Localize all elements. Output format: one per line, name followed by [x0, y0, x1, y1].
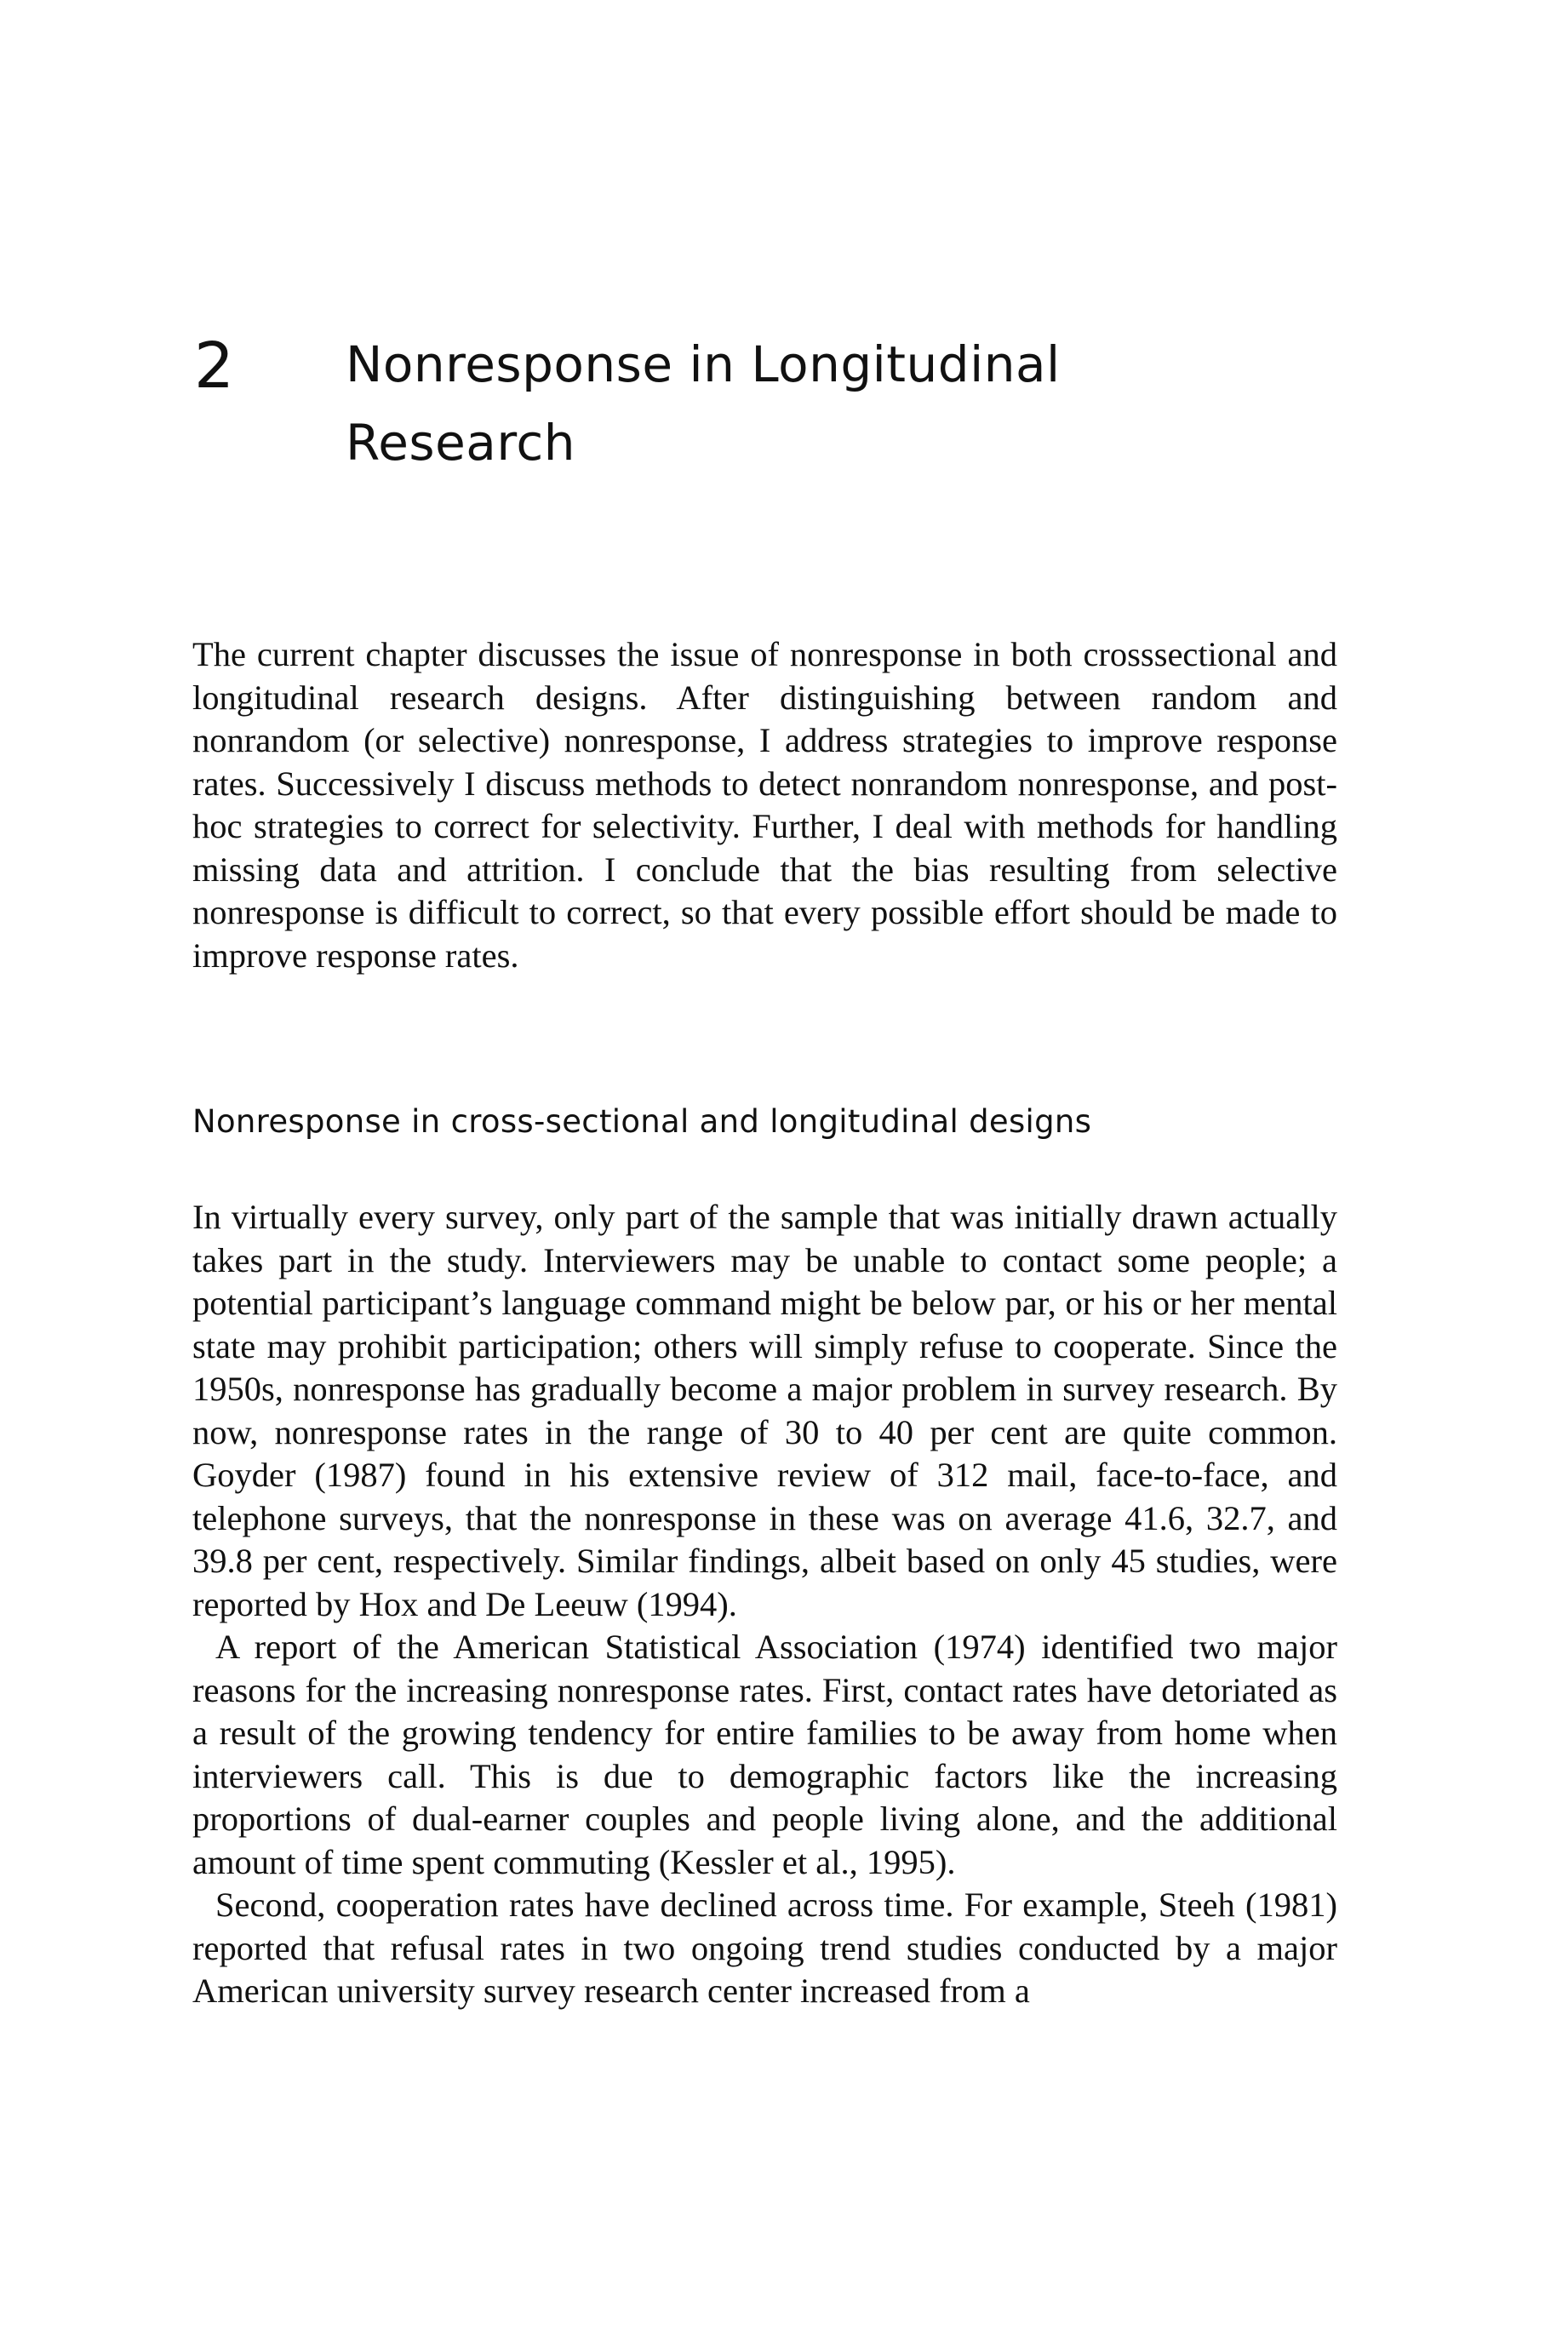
section-heading: Nonresponse in cross-sectional and longitudinal designs [192, 1103, 1092, 1140]
chapter-abstract [192, 633, 1337, 977]
chapter-title-line-1: Nonresponse in Longitudinal [346, 335, 1061, 393]
abstract-paragraph: The current chapter discusses the issue of nonresponse in both crosssectional and longitudinal research designs. After distinguishing between random and nonrandom (or selective) nonresponse, I address strategies to improve response rates. Successively I discuss methods to detect nonrandom nonresponse, and post-hoc strategies to correct for selectivity. Further, I deal with methods for handling missing data and attrition. I conclude that the bias resulting from selective nonresponse is difficult to correct, so that every possible effort should be made to improve response rates. [192, 635, 1337, 975]
chapter-title [346, 325, 1282, 482]
chapter-title-line-2: Research [346, 414, 576, 472]
section-body [192, 1196, 1337, 2013]
body-paragraph-1: In virtually every survey, only part of the sample that was initially drawn actually takes part in the study. Interviewers may be unable to contact some people; a potential participant’s language command might be below par, or his or her mental state may prohibit participation; others will simply refuse to cooperate. Since the 1950s, nonresponse has gradually become a major problem in survey research. By now, nonresponse rates in the range of 30 to 40 per cent are quite common. Goyder (1987) found in his extensive review of 312 mail, face-to-face, and telephone surveys, that the nonresponse in these was on average 41.6, 32.7, and 39.8 per cent, respectively. Similar findings, albeit based on only 45 studies, were reported by Hox and De Leeuw (1994). [192, 1198, 1337, 1623]
body-paragraph-2: A report of the American Statistical Association (1974) identified two major reasons for the increasing nonresponse rates. First, contact rates have detoriated as a result of the growing tendency for entire families to be away from home when interviewers call. This is due to demographic factors like the increasing proportions of dual-earner couples and people living alone, and the additional amount of time spent commuting (Kessler et al., 1995). [192, 1628, 1337, 1881]
chapter-number: 2 [194, 329, 235, 403]
body-paragraph-3: Second, cooperation rates have declined across time. For example, Steeh (1981) reported that refusal rates in two ongoing trend studies conducted by a major American university survey research center increased from a [192, 1886, 1337, 2010]
